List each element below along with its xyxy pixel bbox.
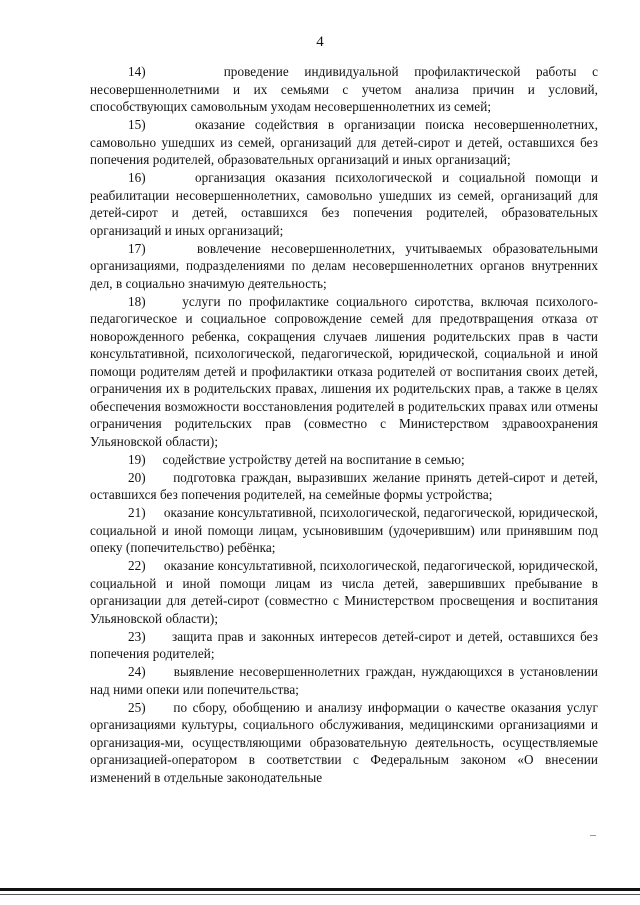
item-text: защита прав и законных интересов детей-сирот и детей, оставшихся без попечения родителей; [90, 628, 598, 661]
item-text: услуги по профилактике социального сиротства, включая психолого-педагогическое и социальное сопровождение семей для предотвращения отказа от новорожденного ребенка, сокращения случаев лишения родительских прав в части консультативной, психологической, педагогической, юридической, социальной и иной помощи родителям детей и профилактики отказа родителей от воспитания своих детей, ограничения их в родительских правах, лишения их родительских прав, а также в целях обеспечения возможности восстановления родителей в родительских правах или отмены ограничения родительских прав (совместно с Министерством здравоохранения Ульяновской области); [90, 293, 598, 449]
item-number: 24) [128, 664, 146, 679]
list-item [90, 557, 598, 627]
list-item [90, 293, 598, 451]
item-number: 16) [128, 170, 146, 185]
item-text: организация оказания психологической и социальной помощи и реабилитации несовершеннолетних, самовольно ушедших из семей, организаций для детей-сирот и детей, оставшихся без попечения родителей, образовательных организаций и иных организаций; [90, 170, 599, 238]
item-text: вовлечение несовершеннолетних, учитываемых образовательными организациями, подразделениями по делам несовершеннолетних органов внутренних дел, в социально значимую деятельность; [90, 240, 599, 291]
scan-bottom-edge-thin [0, 894, 640, 895]
item-number: 25) [128, 699, 146, 715]
item-number: 23) [128, 628, 146, 644]
document-body [90, 63, 598, 787]
list-item [90, 451, 598, 469]
item-text: проведение индивидуальной профилактической работы с несовершеннолетними и их семьями с учетом анализа причин и условий, способствующих самовольным уходам несовершеннолетних из семей; [90, 64, 599, 114]
item-number: 18) [128, 293, 146, 309]
item-text: оказание консультативной, психологической, педагогической, юридической, социальной и иной помощи лицам, усыновившим (удочерившим) или принявшим под опеку (попечительство) ребёнка; [90, 505, 598, 555]
item-number: 17) [128, 240, 146, 256]
list-item [90, 116, 598, 169]
list-item [90, 628, 598, 663]
item-number: 19) [128, 451, 146, 467]
item-text: по сбору, обобщению и анализу информации о качестве оказания услуг организациями культуры, социального обслуживания, медицинскими организациями и организация-ми, осуществляющими образовательную деятельность, осуществляемые организацией-оператором в соответствии с Федеральным законом «О внесении изменений в отдельные законодательные [90, 699, 599, 785]
item-text: содействие устройству детей на воспитание в семью; [162, 451, 465, 467]
item-number: 22) [128, 558, 146, 573]
item-text: оказание консультативной, психологической, педагогической, юридической, социальной и иной помощи лицам из числа детей, завершивших пребывание в организации для детей-сирот (совместно с Министерством просвещения и воспитания Ульяновской области); [90, 558, 598, 626]
list-item [90, 240, 598, 293]
item-number: 20) [128, 469, 146, 485]
item-text: подготовка граждан, выразивших желание принять детей-сирот и детей, оставшихся без попечения родителей, на семейные формы устройства; [90, 469, 598, 502]
list-item [90, 699, 598, 787]
list-item [90, 63, 598, 116]
list-item [90, 469, 598, 504]
item-number: 21) [128, 505, 146, 520]
list-item [90, 504, 598, 557]
item-text: выявление несовершеннолетних граждан, нуждающихся в установлении над ними опеки или попечительства; [90, 664, 599, 697]
item-text: оказание содействия в организации поиска несовершеннолетних, самовольно ушедших из семей, организаций для детей-сирот и детей, оставшихся без попечения родителей, образовательных организаций и иных организаций; [90, 117, 598, 167]
list-item [90, 663, 598, 698]
list-item [90, 169, 598, 239]
scan-bottom-edge [0, 888, 640, 891]
item-number: 15) [128, 117, 146, 132]
page-number: 4 [316, 34, 324, 50]
scan-mark [590, 835, 596, 836]
item-number: 14) [128, 64, 146, 79]
